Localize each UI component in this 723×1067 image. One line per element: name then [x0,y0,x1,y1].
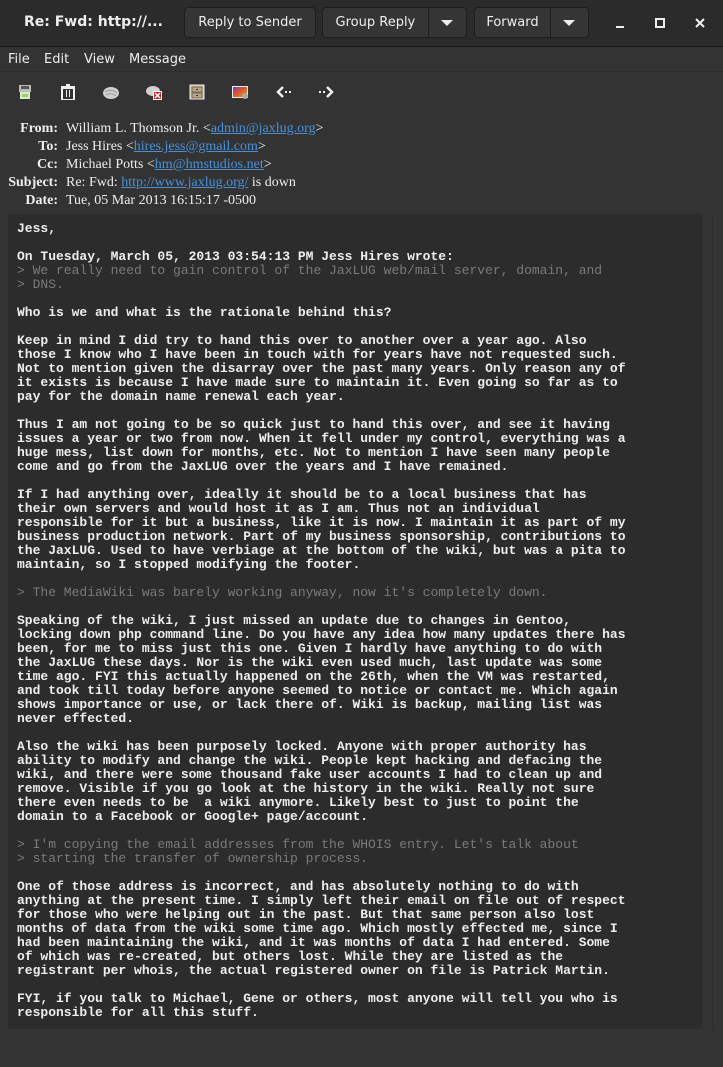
from-label: From: [20,121,58,136]
tag-button[interactable] [230,82,250,102]
junk-icon [102,84,120,100]
message-line: of which was re-created, but others lost. While they are listed as the [17,949,564,964]
to-suffix: > [257,139,266,154]
message-line: months of data from the wiki some time ago. Which mostly effected me, since I [17,921,618,936]
message-line [17,404,626,418]
minimize-icon [614,17,626,29]
archive-icon [189,84,205,100]
previous-button[interactable] [274,82,294,102]
message-line: time ago. FYI this actually happened on the 26th, when the VM was restarted, [17,669,610,684]
message-line [17,600,626,614]
subject-link[interactable]: http://www.jaxlug.org/ [121,175,249,190]
from-email-link[interactable]: admin@jaxlug.org [210,121,316,136]
group-reply-button[interactable] [323,8,428,37]
message-line: Jess, [17,221,57,236]
to-label: To: [38,139,58,154]
cc-suffix: > [263,157,272,172]
close-button[interactable] [689,12,711,34]
cc-name: Michael Potts < [66,157,155,172]
from-value [66,121,323,137]
message-line: ability to modify and change the wiki. People kept hacking and defacing the [17,753,603,768]
message-line: responsible for all this stuff. [17,1005,259,1020]
group-reply-split-button [322,7,467,38]
message-line [17,824,626,838]
header-subject [0,175,723,193]
cc-label: Cc: [37,157,58,172]
to-email-link[interactable]: hires.jess@gmail.com [133,139,258,154]
next-icon [317,84,335,100]
message-line: for those who were helping out in the past. But that same person also lost [17,907,595,922]
header-to [0,139,723,157]
message-line [17,474,626,488]
message-line [17,866,626,880]
title-bar [0,0,723,47]
chevron-down-icon [441,20,453,26]
reply-to-sender-button[interactable] [184,7,316,38]
cc-value [66,157,272,173]
message-line: FYI, if you talk to Michael, Gene or others, most anyone will tell you who is [17,991,618,1006]
forward-label: Forward [486,15,539,30]
tag-icon [231,84,249,100]
message-line: Keep in mind I did try to hand this over to another over a year ago. Also [17,333,587,348]
message-line: locking down php command line. Do you have any idea how many updates there has [17,627,626,642]
message-line: Also the wiki has been purposely locked. Anyone with proper authority has [17,739,587,754]
message-line: registrant per whois, the actual registered owner on file is Patrick Martin. [17,963,610,978]
forward-button[interactable] [475,8,550,37]
not-junk-button[interactable] [144,82,164,102]
quoted-line: > DNS. [17,277,64,292]
message-line: shows importance or use, or lack there of. Wiki is backup, mailing list was [17,697,603,712]
quoted-line: > We really need to gain control of the JaxLUG web/mail server, domain, and [17,263,603,278]
message-line: Who is we and what is the rationale behind this? [17,305,392,320]
message-line [17,236,626,250]
message-line [17,978,626,992]
message-line: maintain, so I stopped modifying the footer. [17,557,361,572]
message-line: issues a year or two from now. When it fell under my control, everything was a [17,431,626,446]
from-suffix: > [315,121,324,136]
to-value [66,139,266,155]
menu-bar [0,47,723,72]
header-cc [0,157,723,175]
minimize-button[interactable] [609,12,631,34]
menu-edit[interactable]: Edit [44,52,70,67]
message-line: the JaxLUG. Used to have verbiage at the bottom of the wiki, but was a pita to [17,543,626,558]
message-line: and took till today before anyone seemed to notice or contact me. Which again [17,683,618,698]
message-line: had been maintaining the wiki, and it was months of data I had entered. Some [17,935,610,950]
message-body [17,222,626,1020]
save-icon [17,84,33,100]
message-line: pay for the domain name renewal each year. [17,389,345,404]
chevron-down-icon [563,20,575,26]
header-date [0,193,723,211]
message-line: those I know who I have been in touch with for years have not requested such. [17,347,618,362]
save-button[interactable] [15,82,35,102]
menu-file[interactable]: File [8,52,30,67]
message-line: responsible for it but a business, like it is now. I maintain it as part of my [17,515,626,530]
forward-dropdown[interactable] [550,8,588,37]
message-line: One of those address is incorrect, and has absolutely nothing to do with [17,879,579,894]
message-line: come and go from the JaxLUG over the years and I have remained. [17,459,509,474]
cc-email-link[interactable]: hm@hmstudios.net [154,157,264,172]
message-line: Thus I am not going to be so quick just to hand this over, and see it having [17,417,610,432]
group-reply-dropdown[interactable] [428,8,466,37]
quoted-line: > starting the transfer of ownership process. [17,851,369,866]
date-value: Tue, 05 Mar 2013 16:15:17 -0500 [66,193,257,208]
next-button[interactable] [316,82,336,102]
message-line: their own servers and would host it as I am. Thus not an individual [17,501,540,516]
subject-prefix: Re: Fwd: [66,175,122,190]
junk-button[interactable] [101,82,121,102]
maximize-button[interactable] [649,12,671,34]
group-reply-label: Group Reply [335,15,416,30]
message-line: there even needs to be a wiki anymore. Likely best to just to point the [17,795,579,810]
vertical-scrollbar[interactable] [712,214,721,1029]
message-line: business production network. Part of my business sponsorship, contributions to [17,529,626,544]
message-body-pane [8,214,702,1029]
quoted-line: > I'm copying the email addresses from the WHOIS entry. Let's talk about [17,837,579,852]
toolbar [0,72,723,112]
menu-view[interactable]: View [84,52,115,67]
message-line: If I had anything over, ideally it should be to a local business that has [17,487,587,502]
message-line [17,292,626,306]
forward-split-button [474,7,589,38]
archive-button[interactable] [187,82,207,102]
close-icon [694,17,706,29]
message-line: wiki, and there were some thousand fake user accounts I had to clean up and [17,767,603,782]
message-line: Speaking of the wiki, I just missed an update due to changes in Gentoo, [17,613,571,628]
message-line: huge mess, list down for months, etc. Not to mention I have seen many people [17,445,610,460]
trash-icon [60,84,76,100]
subject-suffix: is down [248,175,296,190]
message-line [17,726,626,740]
subject-label: Subject: [8,175,58,190]
header-from [0,121,723,139]
to-name: Jess Hires < [66,139,134,154]
quoted-line: > The MediaWiki was barely working anyway, now it's completely down. [17,585,548,600]
message-line: it exists is because I have made sure to maintain it. Even going so far as to [17,375,618,390]
message-line [17,572,626,586]
message-headers [0,121,723,211]
message-line: anything at the present time. I simply left their email on file out of respect [17,893,626,908]
window-title: Re: Fwd: http://... [24,14,163,30]
not-junk-icon [145,84,163,100]
delete-button[interactable] [58,82,78,102]
message-line: domain to a Facebook or Google+ page/account. [17,809,369,824]
message-line [17,320,626,334]
previous-icon [275,84,293,100]
subject-value [66,175,296,191]
menu-message[interactable]: Message [129,52,186,67]
message-line: never effected. [17,711,135,726]
message-line: the JaxLUG these days. Nor is the wiki even used much, last update was some [17,655,603,670]
message-line: remove. Visible if you go look at the history in the wiki. Really not sure [17,781,595,796]
date-label: Date: [25,193,58,208]
maximize-icon [654,17,666,29]
from-name: William L. Thomson Jr. < [66,121,211,136]
message-line: been, for me to miss just this one. Given I hardly have anything to do with [17,641,603,656]
reply-to-sender-label: Reply to Sender [198,15,302,30]
message-line: On Tuesday, March 05, 2013 03:54:13 PM Jess Hires wrote: [17,249,454,264]
message-line: Not to mention given the disarray over the past many years. Only reason any of [17,361,626,376]
